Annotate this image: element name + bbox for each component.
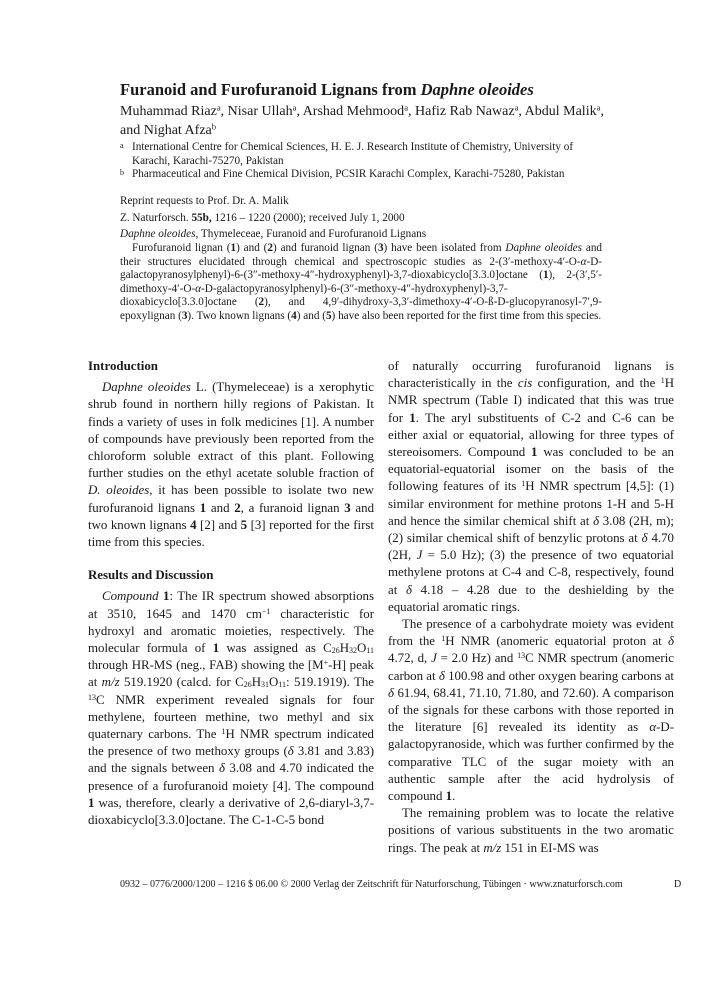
affiliation-b [120, 168, 600, 182]
body-paragraph: The remaining problem was to locate the relative positions of various substituents in the two aromatic rings. The peak at m/z 151 in EI-MS was [388, 806, 674, 855]
author-list: Muhammad Riaz$^a$, Nisar Ullah$^a$, Arshad Mehmood$^a$, Hafiz Rab Nawaz$^a$, Abdul Malik$^a$, and Nighat Afza$^b$ [120, 102, 604, 138]
intro-paragraph: Daphne oleoides L. (Thymeleceae) is a xerophytic shrub found in northern hilly regions of Pakistan. It finds a variety of uses in folk medicines [1]. A number of compounds have previously been reported from the chloroform soluble extract of this plant. Following further studies on the ethyl acetate soluble fraction of D. oleoides, it has been possible to isolate two new furofuranoid lignans 1 and 2, a furanoid lignan 3 and two known lignans 4 [2] and 5 [3] reported for the first time from this species. [88, 380, 375, 550]
left-column [88, 358, 374, 829]
right-column [388, 358, 674, 857]
footer-copyright: 0932 – 0776/2000/1200 – 1216 $ 06.00 © 2000 Verlag der Zeitschrift für Naturforschung, Tübingen · www.znaturforsch.com [120, 879, 623, 890]
section-heading-introduction: Introduction [88, 359, 158, 373]
footer-letter: D [674, 879, 682, 890]
affiliation-mark: b [120, 168, 124, 177]
body-paragraph: The presence of a carbohydrate moiety was evident from the $^1$H NMR (anomeric equatorial proton at δ 4.72, d, J = 2.0 Hz) and $^{13}$C NMR spectrum (anomeric carbon at δ 100.98 and other oxygen bearing carbons at δ 61.94, 68.41, 71.10, 71.80, and 72.60). A comparison of the signals for these carbons with those reported in the literature [6] revealed its identity as α-D-galactopyranoside, which was further confirmed by the comparative TLC of the sugar moiety with an authentic sample after the acid hydrolysis of compound 1. [388, 617, 674, 804]
section-heading-results: Results and Discussion [88, 568, 214, 583]
abstract: Furofuranoid lignan (1) and (2) and furanoid lignan (3) have been isolated from Daphne oleoides and their structures elucidated through chemical and spectroscopic studies as 2-(3′-methoxy-4′-O-α-D-galactopyranosylphenyl)-6-(3″-methoxy-4″-hydroxyphenyl)-3,7-dioxabicyclo[3.3.0]octane (1), 2-(3′,5′-dimethoxy-4′-O-α-D-galactopyranosylphenyl)-6-(3″-methoxy-4″-hydroxyphenyl)-3,7-dioxabicyclo[3.3.0]octane (2), and 4,9′-dihydroxy-3,3′-dimethoxy-4′-O-ß-D-glucopyranosyl-7′,9-epoxylignan (3). Two known lignans (4) and (5) have also been reported for the first time from this species. [120, 242, 603, 322]
citation: Z. Naturforsch. 55b, 1216 – 1220 (2000); received July 1, 2000 [120, 212, 405, 224]
reprint-note: Reprint requests to Prof. Dr. A. Malik [120, 195, 289, 207]
results-paragraph: Compound 1: The IR spectrum showed absorptions at 3510, 1645 and 1470 $cm^{-1}$ characteristic for hydroxyl and aromatic moieties, respectively. The molecular formula of 1 was assigned as $C_{26}H_{32}O_{11}$ through HR-MS (neg., FAB) showing the [M+-H] peak at m/z 519.1920 (calcd. for $C_{26}H_{31}O_{11}$: 519.1919). The $^{13}$C NMR experiment revealed signals for four methylene, fourteen methine, two methyl and six quaternary carbons. The $^1$H NMR spectrum indicated the presence of two methoxy groups (δ 3.81 and 3.83) and the signals between δ 3.08 and 4.70 indicated the presence of a furofuranoid moiety [4]. The compound 1 was, therefore, clearly a derivative of 2,6-diaryl-3,7-dioxabicyclo[3.3.0]octane. The C-1-C-5 bond [88, 589, 375, 828]
affiliation-text: Pharmaceutical and Fine Chemical Division, PCSIR Karachi Complex, Karachi-75280, Pakistan [132, 168, 565, 180]
article-title: Furanoid and Furofuranoid Lignans from Daphne oleoides [120, 80, 534, 99]
body-paragraph: of naturally occurring furofuranoid lignans is characteristically in the cis configuration, and the $^1$H NMR spectrum (Table I) indicated that this was true for 1. The aryl substituents of C-2 and C-6 can be either axial or equatorial, allowing for three types of stereoisomers. Compound 1 was concluded to be an equatorial-equatorial isomer on the basis of the following features of its $^1$H NMR spectrum [4,5]: (1) similar environment for methine protons 1-H and 5-H and hence the similar chemical shift at δ 3.08 (2H, m); (2) similar chemical shift of benzylic protons at δ 4.70 (2H, J = 5.0 Hz); (3) the presence of two equatorial methylene protons at C-4 and C-8, respectively, found at δ 4.18 – 4.28 due to the deshielding by the equatorial aromatic rings. [388, 359, 675, 614]
affiliation-text: International Centre for Chemical Sciences, H. E. J. Research Institute of Chemistry, University of Karachi, Karachi-75270, Pakistan [132, 141, 574, 167]
affiliation-mark: a [120, 141, 124, 150]
affiliations [120, 141, 600, 182]
keywords: Daphne oleoides, Thymeleceae, Furanoid and Furofuranoid Lignans [120, 228, 427, 240]
affiliation-a [120, 141, 600, 168]
